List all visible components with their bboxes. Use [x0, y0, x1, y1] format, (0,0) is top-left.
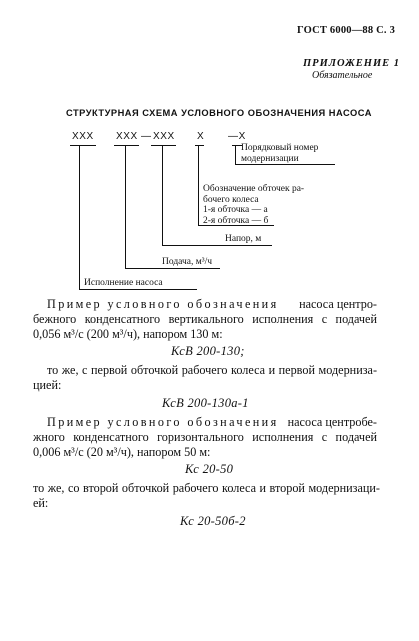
code-group-flow: XXX — [116, 131, 138, 142]
leader-head-h — [162, 245, 272, 246]
leader-head — [162, 145, 163, 246]
same1-line2: цией: — [33, 378, 62, 392]
leader-flow-h — [125, 268, 220, 269]
scheme-title: СТРУКТУРНАЯ СХЕМА УСЛОВНОГО ОБОЗНАЧЕНИЯ НАСОСА — [66, 108, 372, 118]
example2-line3: 0,006 м³/с (20 м³/ч), напором 50 м: — [33, 445, 211, 459]
example1-line2: бежного конденсатного вертикального исполнения с подачей — [33, 312, 377, 326]
code-group-modernization: —X — [228, 131, 246, 142]
appendix-title: ПРИЛОЖЕНИЕ 1 — [303, 58, 400, 69]
label-flow: Подача, м³/ч — [162, 257, 213, 267]
designation-4: Кс 20-50б-2 — [180, 514, 246, 528]
designation-2: КсВ 200-130а-1 — [162, 396, 249, 410]
example2-line1: Пример условного обозначения насоса центробе- — [47, 415, 377, 429]
label-modernization: Порядковый номер модернизации — [241, 143, 319, 164]
appendix-status: Обязательное — [312, 70, 373, 81]
example2-line2: жного конденсатного горизонтального исполнения с подачей — [33, 430, 377, 444]
designation-3: Кс 20-50 — [185, 462, 234, 476]
same2-line2: ей: — [33, 496, 49, 510]
label-trim: Обозначение обточек ра- бочего колеса 1-я обточка — а 2-я обточка — б — [203, 184, 305, 226]
leader-execution — [79, 145, 80, 290]
leader-execution-h — [79, 289, 197, 290]
leader-modernization — [235, 145, 236, 165]
code-group-head: XXX — [153, 131, 175, 142]
example1-line1: Пример условного обозначения насоса центро- — [47, 297, 377, 311]
underline-trim — [195, 145, 204, 146]
leader-trim — [198, 145, 199, 225]
underline-head — [151, 145, 176, 146]
code-dash: — — [141, 131, 152, 142]
leader-modernization-h — [235, 164, 335, 165]
underline-execution — [70, 145, 96, 146]
same2-line1: то же, со второй обточкой рабочего колеса и второй модернизаци- — [33, 481, 380, 495]
underline-flow — [114, 145, 139, 146]
label-head: Напор, м — [225, 234, 262, 244]
standard-header: ГОСТ 6000—88 С. 3 — [297, 25, 396, 36]
leader-flow — [125, 145, 126, 269]
same1-line1: то же, с первой обточкой рабочего колеса и первой модерниза- — [47, 363, 377, 377]
label-execution: Исполнение насоса — [84, 278, 163, 288]
designation-1: КсВ 200-130; — [171, 344, 245, 358]
code-group-execution: XXX — [72, 131, 94, 142]
example1-line3: 0,056 м³/с (200 м³/ч), напором 130 м: — [33, 327, 223, 341]
code-group-trim: X — [197, 131, 205, 142]
